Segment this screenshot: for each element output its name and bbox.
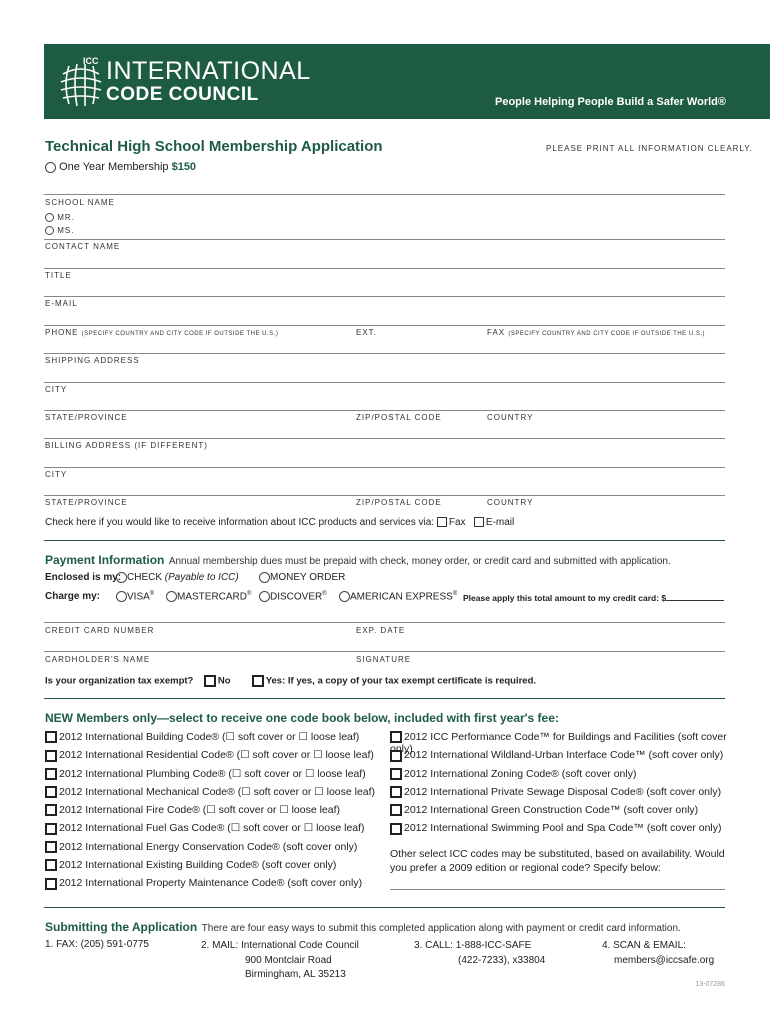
book-option[interactable] (390, 822, 730, 840)
book-label: 2012 International Mechanical Code® (☐ soft cover or ☐ loose leaf) (59, 785, 376, 798)
book-checkbox[interactable] (390, 804, 402, 816)
reg-mark: ® (322, 591, 327, 597)
amount-field[interactable] (666, 600, 724, 601)
membership-label: One Year Membership (59, 161, 169, 173)
page-title: Technical High School Membership Application (45, 138, 383, 155)
billing-address-label: BILLING ADDRESS (IF DIFFERENT) (45, 441, 208, 450)
tax-no-checkbox[interactable] (204, 675, 216, 687)
phone-note: (SPECIFY COUNTRY AND CITY CODE IF OUTSIDE THE U.S.) (81, 331, 279, 337)
book-label: 2012 International Energy Conservation Code® (soft cover only) (59, 840, 358, 853)
book-checkbox[interactable] (45, 878, 57, 890)
book-option[interactable] (45, 731, 390, 749)
book-checkbox[interactable] (45, 731, 57, 743)
state-label: STATE/PROVINCE (45, 413, 128, 422)
amex-label: AMERICAN EXPRESS (350, 591, 453, 603)
phone-label (45, 328, 278, 337)
rule (44, 410, 725, 411)
money-order-radio[interactable] (259, 572, 270, 583)
book-label: 2012 International Fuel Gas Code® (☐ soft cover or ☐ loose leaf) (59, 822, 365, 835)
mr-radio[interactable] (45, 213, 54, 222)
city-label: CITY (45, 470, 68, 479)
book-checkbox[interactable] (390, 768, 402, 780)
ms-option[interactable] (45, 226, 74, 235)
tax-yes-note: If yes, a copy of your tax exempt certificate is required. (287, 675, 537, 687)
book-label: 2012 International Green Construction Code™ (soft cover only) (404, 804, 699, 817)
call-line1: 3. CALL: 1-888-ICC-SAFE (414, 940, 532, 951)
print-note: PLEASE PRINT ALL INFORMATION CLEARLY. (546, 144, 753, 153)
check-note: (Payable to ICC) (164, 572, 239, 584)
logo-line1: INTERNATIONAL (106, 57, 311, 85)
book-option[interactable] (45, 804, 390, 822)
mr-label: MR. (57, 213, 75, 222)
contact-name-label: CONTACT NAME (45, 242, 121, 251)
section-divider (44, 907, 725, 908)
book-label: 2012 International Wildland-Urban Interface Code™ (soft cover only) (404, 749, 724, 762)
book-checkbox[interactable] (390, 823, 402, 835)
logo-line2: CODE COUNCIL (106, 84, 259, 105)
rule (44, 325, 725, 326)
book-option[interactable] (45, 786, 390, 804)
discover-radio[interactable] (259, 591, 270, 602)
visa-radio[interactable] (116, 591, 127, 602)
school-name-label: SCHOOL NAME (45, 198, 115, 207)
ms-radio[interactable] (45, 226, 54, 235)
submit-subtitle: There are four easy ways to submit this completed application along with payment or credit card information. (201, 923, 681, 934)
cardholder-label: CARDHOLDER'S NAME (45, 655, 151, 664)
fax-note: (SPECIFY COUNTRY AND CITY CODE IF OUTSIDE THE U.S.) (508, 331, 705, 337)
money-order-option[interactable] (259, 572, 345, 583)
reg-mark: ® (452, 591, 458, 597)
book-option[interactable] (45, 841, 390, 859)
book-option[interactable] (390, 804, 730, 822)
rule (44, 651, 725, 652)
check-radio[interactable] (116, 572, 127, 583)
book-label: 2012 International Residential Code® (☐ soft cover or ☐ loose leaf) (59, 749, 374, 762)
info-preferences (45, 517, 514, 528)
mail-line3: Birmingham, AL 35213 (245, 969, 346, 980)
book-option[interactable] (390, 786, 730, 804)
submit-fax: 1. FAX: (205) 591-0775 (45, 939, 149, 950)
amex-radio[interactable] (339, 591, 350, 602)
book-label: 2012 International Zoning Code® (soft cover only) (404, 767, 637, 780)
book-checkbox[interactable] (45, 750, 57, 762)
book-checkbox[interactable] (390, 731, 402, 743)
tax-yes-label: Yes: (265, 675, 286, 687)
discover-label: DISCOVER (270, 591, 323, 603)
book-option[interactable] (45, 768, 390, 786)
section-divider (44, 540, 725, 541)
zip-label: ZIP/POSTAL CODE (356, 498, 442, 507)
submit-call (414, 939, 545, 968)
info-email-label: E-mail (485, 517, 515, 528)
book-label: 2012 International Existing Building Code® (soft cover only) (59, 859, 337, 872)
submit-scan (602, 939, 714, 968)
signature-label: SIGNATURE (356, 655, 412, 664)
book-checkbox[interactable] (390, 786, 402, 798)
rule (44, 353, 725, 354)
info-fax-label: Fax (448, 517, 466, 528)
book-option[interactable] (45, 822, 390, 840)
mastercard-option[interactable] (166, 591, 251, 602)
reg-mark: ® (247, 591, 252, 597)
ms-label: MS. (57, 226, 75, 235)
amex-option[interactable] (339, 591, 457, 602)
mail-line1: 2. MAIL: International Code Council (201, 940, 359, 951)
book-checkbox[interactable] (45, 768, 57, 780)
membership-option[interactable] (45, 161, 196, 173)
visa-label: VISA (127, 591, 150, 603)
email-label: E-MAIL (45, 299, 78, 308)
book-label: 2012 International Fire Code® (☐ soft cover or ☐ loose leaf) (59, 804, 341, 817)
tax-yes-checkbox[interactable] (252, 675, 264, 687)
rule (44, 239, 725, 240)
zip-label: ZIP/POSTAL CODE (356, 413, 442, 422)
rule (44, 194, 725, 195)
check-option[interactable] (116, 572, 239, 583)
mr-option[interactable] (45, 213, 75, 222)
country-label: COUNTRY (487, 413, 534, 422)
membership-price: $150 (171, 161, 197, 173)
rule (44, 495, 725, 496)
country-label: COUNTRY (487, 498, 534, 507)
call-line2: (422-7233), x33804 (458, 954, 546, 966)
book-checkbox[interactable] (45, 841, 57, 853)
apply-total (463, 593, 724, 603)
logo-icc-text: ICC (83, 56, 99, 66)
tagline: People Helping People Build a Safer World® (495, 96, 726, 108)
tax-no-label: No (217, 675, 231, 687)
book-label: 2012 ICC Performance Code™ for Buildings and Facilities (soft cover only) (390, 731, 727, 756)
apply-total-label: Please apply this total amount to my credit card: $ (463, 593, 667, 603)
reg-mark: ® (149, 591, 155, 597)
rule (44, 438, 725, 439)
book-label: 2012 International Private Sewage Disposal Code® (soft cover only) (404, 785, 722, 798)
visa-option[interactable] (116, 591, 154, 602)
books-right-list (390, 731, 730, 890)
book-option[interactable] (45, 877, 390, 895)
enclosed-label: Enclosed is my: (45, 572, 122, 583)
title-label: TITLE (45, 271, 72, 280)
info-email-checkbox[interactable] (474, 517, 484, 527)
book-label: 2012 International Property Maintenance Code® (soft cover only) (59, 877, 363, 890)
discover-option[interactable] (259, 591, 327, 602)
payment-subtitle: Annual membership dues must be prepaid with check, money order, or credit card and submitted with application. (168, 556, 671, 567)
book-option[interactable] (45, 749, 390, 767)
info-question: Check here if you would like to receive information about ICC products and services via: (45, 517, 435, 528)
book-label: 2012 International Swimming Pool and Spa Code™ (soft cover only) (404, 822, 722, 835)
payment-heading (45, 551, 671, 569)
book-label: 2012 International Building Code® (☐ soft cover or ☐ loose leaf) (59, 731, 360, 743)
rule (44, 467, 725, 468)
form-code: 13-07286 (695, 981, 725, 988)
books-left-list (45, 731, 390, 896)
mastercard-radio[interactable] (166, 591, 177, 602)
book-checkbox[interactable] (45, 804, 57, 816)
book-checkbox[interactable] (45, 859, 57, 871)
submit-title: Submitting the Application (45, 920, 198, 934)
book-checkbox[interactable] (45, 823, 57, 835)
state-label: STATE/PROVINCE (45, 498, 128, 507)
fax-text: FAX (487, 328, 506, 337)
book-option[interactable] (390, 749, 730, 767)
rule (44, 268, 725, 269)
globe-logo-icon (59, 60, 103, 106)
mail-line2: 900 Montclair Road (245, 954, 332, 966)
header-banner (44, 44, 770, 119)
book-checkbox[interactable] (45, 786, 57, 798)
rule (44, 382, 725, 383)
book-label: 2012 International Plumbing Code® (☐ soft cover or ☐ loose leaf) (59, 767, 366, 780)
shipping-address-label: SHIPPING ADDRESS (45, 356, 140, 365)
city-label: CITY (45, 385, 68, 394)
exp-date-label: EXP. DATE (356, 626, 406, 635)
other-codes-field[interactable] (390, 889, 725, 890)
scan-line2: members@iccsafe.org (614, 954, 715, 966)
mastercard-label: MASTERCARD (177, 591, 248, 603)
section-divider (44, 698, 725, 699)
submit-mail (201, 939, 359, 983)
tax-question: Is your organization tax exempt? (45, 675, 194, 687)
membership-radio[interactable] (45, 162, 56, 173)
check-label: CHECK (127, 572, 163, 584)
submit-heading (45, 918, 681, 936)
rule (44, 296, 725, 297)
book-option[interactable] (45, 859, 390, 877)
tax-exempt-row (45, 675, 536, 687)
cc-number-label: CREDIT CARD NUMBER (45, 626, 155, 635)
money-order-label: MONEY ORDER (270, 572, 346, 584)
rule (44, 622, 725, 623)
books-title: NEW Members only—select to receive one code book below, included with first year's fee: (45, 711, 559, 725)
charge-label: Charge my: (45, 591, 101, 602)
payment-title: Payment Information (45, 553, 165, 567)
info-fax-checkbox[interactable] (437, 517, 447, 527)
ext-label: EXT. (356, 328, 377, 337)
fax-label (487, 328, 705, 337)
scan-line1: 4. SCAN & EMAIL: (602, 940, 686, 951)
phone-text: PHONE (45, 328, 79, 337)
book-checkbox[interactable] (390, 750, 402, 762)
book-option[interactable] (390, 768, 730, 786)
other-codes-note: Other select ICC codes may be substituted, based on availability. Would you prefer a 2009 edition or regional code? Specify below: (390, 847, 725, 874)
